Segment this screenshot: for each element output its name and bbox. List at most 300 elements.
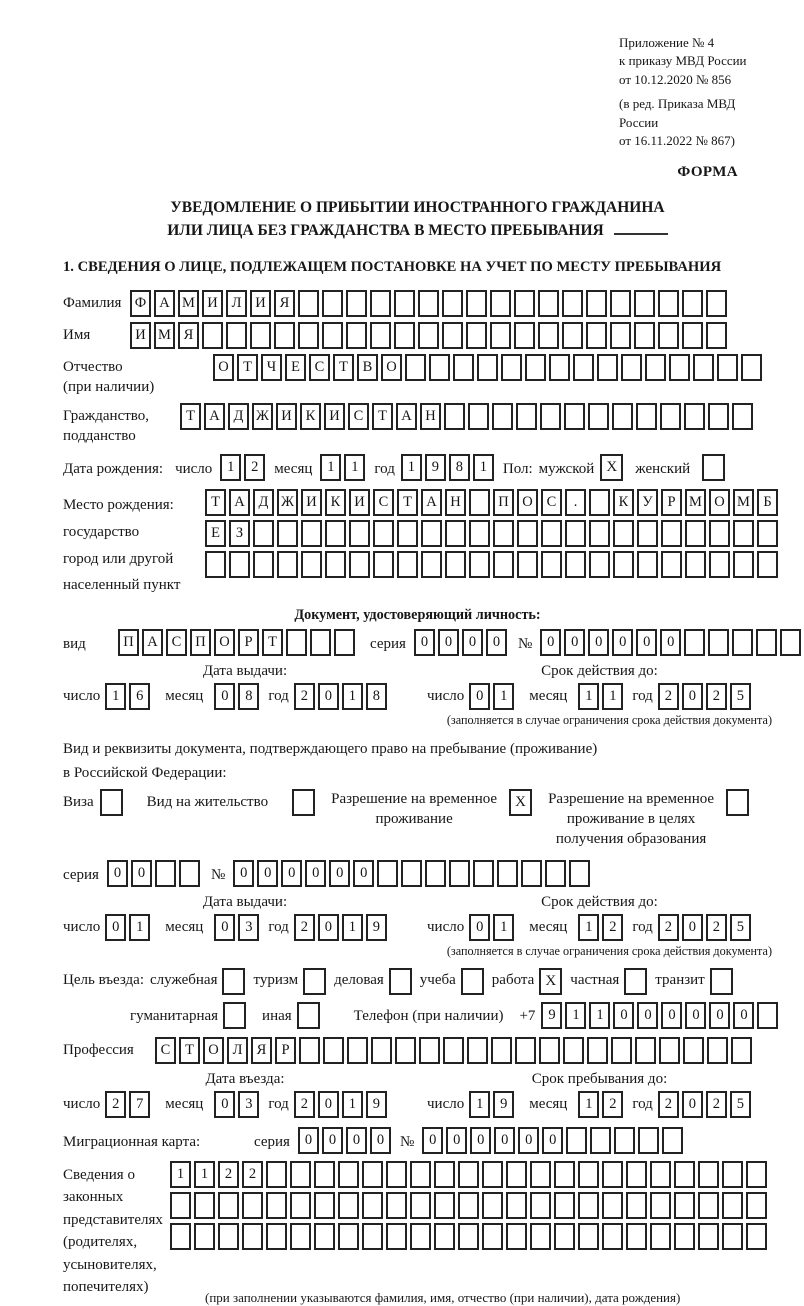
form-cell[interactable] bbox=[442, 322, 463, 349]
purpose-business-checkbox[interactable] bbox=[389, 968, 412, 995]
form-cell[interactable] bbox=[545, 860, 566, 887]
form-cell[interactable]: У bbox=[637, 489, 658, 516]
form-cell[interactable]: Р bbox=[238, 629, 259, 656]
form-cell[interactable]: Н bbox=[445, 489, 466, 516]
form-cell[interactable] bbox=[732, 403, 753, 430]
form-cell[interactable] bbox=[277, 520, 298, 547]
form-cell[interactable] bbox=[490, 322, 511, 349]
form-cell[interactable]: 3 bbox=[238, 1091, 259, 1118]
form-cell[interactable] bbox=[490, 290, 511, 317]
form-cell[interactable] bbox=[733, 551, 754, 578]
form-cell[interactable]: 2 bbox=[658, 914, 679, 941]
form-cell[interactable] bbox=[674, 1223, 695, 1250]
form-cell[interactable] bbox=[614, 1127, 635, 1154]
form-cell[interactable]: 0 bbox=[564, 629, 585, 656]
male-checkbox[interactable]: X bbox=[600, 454, 623, 481]
form-cell[interactable]: 1 bbox=[105, 683, 126, 710]
form-cell[interactable] bbox=[621, 354, 642, 381]
form-cell[interactable] bbox=[242, 1192, 263, 1219]
form-cell[interactable] bbox=[566, 1127, 587, 1154]
form-cell[interactable]: А bbox=[229, 489, 250, 516]
purpose-official-checkbox[interactable] bbox=[222, 968, 245, 995]
form-cell[interactable] bbox=[301, 520, 322, 547]
form-cell[interactable] bbox=[541, 520, 562, 547]
form-cell[interactable] bbox=[565, 551, 586, 578]
form-cell[interactable]: 0 bbox=[462, 629, 483, 656]
form-cell[interactable]: 0 bbox=[661, 1002, 682, 1029]
form-cell[interactable]: А bbox=[154, 290, 175, 317]
form-cell[interactable] bbox=[626, 1192, 647, 1219]
purpose-private-checkbox[interactable] bbox=[624, 968, 647, 995]
form-cell[interactable] bbox=[394, 322, 415, 349]
form-cell[interactable] bbox=[466, 290, 487, 317]
form-cell[interactable]: 0 bbox=[214, 683, 235, 710]
form-cell[interactable]: 9 bbox=[425, 454, 446, 481]
form-cell[interactable] bbox=[155, 860, 176, 887]
purpose-other-checkbox[interactable] bbox=[297, 1002, 320, 1029]
form-cell[interactable]: 1 bbox=[469, 1091, 490, 1118]
form-cell[interactable] bbox=[578, 1192, 599, 1219]
form-cell[interactable]: Т bbox=[372, 403, 393, 430]
form-cell[interactable]: О bbox=[213, 354, 234, 381]
form-cell[interactable] bbox=[253, 551, 274, 578]
form-cell[interactable] bbox=[733, 520, 754, 547]
form-cell[interactable] bbox=[565, 520, 586, 547]
form-cell[interactable] bbox=[290, 1161, 311, 1188]
purpose-study-checkbox[interactable] bbox=[461, 968, 484, 995]
form-cell[interactable] bbox=[370, 290, 391, 317]
form-cell[interactable] bbox=[370, 322, 391, 349]
form-cell[interactable] bbox=[698, 1161, 719, 1188]
form-cell[interactable] bbox=[314, 1161, 335, 1188]
form-cell[interactable] bbox=[482, 1223, 503, 1250]
form-cell[interactable] bbox=[493, 520, 514, 547]
form-cell[interactable] bbox=[290, 1192, 311, 1219]
form-cell[interactable] bbox=[602, 1223, 623, 1250]
form-cell[interactable] bbox=[205, 551, 226, 578]
form-cell[interactable] bbox=[756, 629, 777, 656]
form-cell[interactable] bbox=[468, 403, 489, 430]
form-cell[interactable] bbox=[717, 354, 738, 381]
form-cell[interactable]: 8 bbox=[449, 454, 470, 481]
form-cell[interactable]: 0 bbox=[540, 629, 561, 656]
form-cell[interactable] bbox=[741, 354, 762, 381]
form-cell[interactable] bbox=[506, 1223, 527, 1250]
purpose-tourism-checkbox[interactable] bbox=[303, 968, 326, 995]
form-cell[interactable] bbox=[349, 520, 370, 547]
form-cell[interactable] bbox=[274, 322, 295, 349]
form-cell[interactable] bbox=[405, 354, 426, 381]
form-cell[interactable] bbox=[732, 629, 753, 656]
form-cell[interactable]: Л bbox=[226, 290, 247, 317]
form-cell[interactable]: П bbox=[190, 629, 211, 656]
form-cell[interactable]: 1 bbox=[473, 454, 494, 481]
form-cell[interactable] bbox=[515, 1037, 536, 1064]
form-cell[interactable] bbox=[386, 1223, 407, 1250]
form-cell[interactable] bbox=[589, 489, 610, 516]
form-cell[interactable]: 2 bbox=[244, 454, 265, 481]
form-cell[interactable] bbox=[746, 1192, 767, 1219]
form-cell[interactable]: Б bbox=[757, 489, 778, 516]
form-cell[interactable] bbox=[373, 520, 394, 547]
form-cell[interactable] bbox=[449, 860, 470, 887]
form-cell[interactable] bbox=[401, 860, 422, 887]
form-cell[interactable]: И bbox=[202, 290, 223, 317]
form-cell[interactable] bbox=[626, 1223, 647, 1250]
form-cell[interactable] bbox=[521, 860, 542, 887]
temp-residence-edu-checkbox[interactable] bbox=[726, 789, 749, 816]
form-cell[interactable] bbox=[554, 1223, 575, 1250]
form-cell[interactable]: Т bbox=[397, 489, 418, 516]
form-cell[interactable] bbox=[674, 1161, 695, 1188]
form-cell[interactable]: К bbox=[325, 489, 346, 516]
form-cell[interactable] bbox=[698, 1223, 719, 1250]
form-cell[interactable] bbox=[394, 290, 415, 317]
form-cell[interactable] bbox=[682, 322, 703, 349]
form-cell[interactable] bbox=[514, 322, 535, 349]
form-cell[interactable]: И bbox=[276, 403, 297, 430]
form-cell[interactable]: 1 bbox=[220, 454, 241, 481]
form-cell[interactable] bbox=[334, 629, 355, 656]
form-cell[interactable]: 0 bbox=[733, 1002, 754, 1029]
form-cell[interactable]: 1 bbox=[578, 914, 599, 941]
form-cell[interactable] bbox=[202, 322, 223, 349]
form-cell[interactable]: 0 bbox=[682, 914, 703, 941]
form-cell[interactable] bbox=[469, 551, 490, 578]
form-cell[interactable] bbox=[516, 403, 537, 430]
form-cell[interactable] bbox=[588, 403, 609, 430]
form-cell[interactable]: 2 bbox=[105, 1091, 126, 1118]
form-cell[interactable]: Ф bbox=[130, 290, 151, 317]
form-cell[interactable]: 1 bbox=[129, 914, 150, 941]
form-cell[interactable] bbox=[573, 354, 594, 381]
form-cell[interactable]: Д bbox=[253, 489, 274, 516]
form-cell[interactable] bbox=[425, 860, 446, 887]
form-cell[interactable] bbox=[682, 290, 703, 317]
form-cell[interactable] bbox=[290, 1223, 311, 1250]
form-cell[interactable]: А bbox=[142, 629, 163, 656]
form-cell[interactable]: С bbox=[155, 1037, 176, 1064]
temp-residence-checkbox[interactable]: X bbox=[509, 789, 532, 816]
form-cell[interactable] bbox=[693, 354, 714, 381]
form-cell[interactable] bbox=[458, 1223, 479, 1250]
form-cell[interactable] bbox=[338, 1192, 359, 1219]
form-cell[interactable]: Т bbox=[262, 629, 283, 656]
form-cell[interactable] bbox=[253, 520, 274, 547]
form-cell[interactable] bbox=[266, 1223, 287, 1250]
form-cell[interactable] bbox=[277, 551, 298, 578]
form-cell[interactable]: 0 bbox=[709, 1002, 730, 1029]
form-cell[interactable]: 0 bbox=[446, 1127, 467, 1154]
form-cell[interactable]: А bbox=[204, 403, 225, 430]
form-cell[interactable] bbox=[780, 629, 801, 656]
form-cell[interactable]: 7 bbox=[129, 1091, 150, 1118]
form-cell[interactable] bbox=[443, 1037, 464, 1064]
form-cell[interactable] bbox=[373, 551, 394, 578]
form-cell[interactable]: 1 bbox=[493, 914, 514, 941]
form-cell[interactable]: 0 bbox=[233, 860, 254, 887]
form-cell[interactable] bbox=[586, 322, 607, 349]
form-cell[interactable]: 0 bbox=[486, 629, 507, 656]
form-cell[interactable] bbox=[419, 1037, 440, 1064]
form-cell[interactable] bbox=[709, 551, 730, 578]
form-cell[interactable] bbox=[194, 1192, 215, 1219]
form-cell[interactable] bbox=[685, 520, 706, 547]
form-cell[interactable] bbox=[298, 290, 319, 317]
form-cell[interactable] bbox=[706, 322, 727, 349]
form-cell[interactable] bbox=[602, 1192, 623, 1219]
form-cell[interactable]: Ч bbox=[261, 354, 282, 381]
form-cell[interactable]: 5 bbox=[730, 1091, 751, 1118]
form-cell[interactable] bbox=[467, 1037, 488, 1064]
form-cell[interactable]: П bbox=[493, 489, 514, 516]
form-cell[interactable] bbox=[731, 1037, 752, 1064]
form-cell[interactable]: 2 bbox=[706, 1091, 727, 1118]
form-cell[interactable] bbox=[708, 403, 729, 430]
form-cell[interactable] bbox=[538, 322, 559, 349]
form-cell[interactable]: 2 bbox=[294, 914, 315, 941]
form-cell[interactable] bbox=[661, 520, 682, 547]
form-cell[interactable]: . bbox=[565, 489, 586, 516]
form-cell[interactable]: 9 bbox=[366, 1091, 387, 1118]
form-cell[interactable]: 0 bbox=[322, 1127, 343, 1154]
form-cell[interactable]: М bbox=[154, 322, 175, 349]
form-cell[interactable] bbox=[325, 551, 346, 578]
form-cell[interactable] bbox=[325, 520, 346, 547]
form-cell[interactable]: С bbox=[309, 354, 330, 381]
form-cell[interactable] bbox=[338, 1161, 359, 1188]
form-cell[interactable] bbox=[660, 403, 681, 430]
form-cell[interactable] bbox=[377, 860, 398, 887]
form-cell[interactable]: С bbox=[541, 489, 562, 516]
form-cell[interactable]: 1 bbox=[342, 683, 363, 710]
form-cell[interactable]: Т bbox=[237, 354, 258, 381]
form-cell[interactable] bbox=[371, 1037, 392, 1064]
form-cell[interactable] bbox=[563, 1037, 584, 1064]
form-cell[interactable]: 1 bbox=[194, 1161, 215, 1188]
form-cell[interactable]: 9 bbox=[541, 1002, 562, 1029]
form-cell[interactable] bbox=[514, 290, 535, 317]
form-cell[interactable] bbox=[590, 1127, 611, 1154]
form-cell[interactable] bbox=[569, 860, 590, 887]
form-cell[interactable]: Д bbox=[228, 403, 249, 430]
form-cell[interactable] bbox=[650, 1223, 671, 1250]
form-cell[interactable]: О bbox=[203, 1037, 224, 1064]
form-cell[interactable] bbox=[322, 290, 343, 317]
form-cell[interactable]: А bbox=[396, 403, 417, 430]
female-checkbox[interactable] bbox=[702, 454, 725, 481]
form-cell[interactable]: С bbox=[373, 489, 394, 516]
form-cell[interactable]: 1 bbox=[342, 914, 363, 941]
form-cell[interactable] bbox=[458, 1161, 479, 1188]
form-cell[interactable]: 0 bbox=[318, 1091, 339, 1118]
form-cell[interactable] bbox=[757, 520, 778, 547]
form-cell[interactable]: 1 bbox=[578, 1091, 599, 1118]
form-cell[interactable]: 0 bbox=[637, 1002, 658, 1029]
form-cell[interactable] bbox=[634, 322, 655, 349]
form-cell[interactable]: 2 bbox=[602, 1091, 623, 1118]
form-cell[interactable] bbox=[506, 1192, 527, 1219]
form-cell[interactable] bbox=[170, 1223, 191, 1250]
form-cell[interactable] bbox=[482, 1161, 503, 1188]
form-cell[interactable] bbox=[386, 1192, 407, 1219]
form-cell[interactable] bbox=[346, 322, 367, 349]
form-cell[interactable]: П bbox=[118, 629, 139, 656]
form-cell[interactable] bbox=[669, 354, 690, 381]
form-cell[interactable] bbox=[611, 1037, 632, 1064]
form-cell[interactable] bbox=[421, 520, 442, 547]
form-cell[interactable] bbox=[589, 551, 610, 578]
form-cell[interactable]: 0 bbox=[613, 1002, 634, 1029]
form-cell[interactable]: 0 bbox=[370, 1127, 391, 1154]
residence-permit-checkbox[interactable] bbox=[292, 789, 315, 816]
form-cell[interactable] bbox=[501, 354, 522, 381]
form-cell[interactable] bbox=[346, 290, 367, 317]
form-cell[interactable] bbox=[578, 1223, 599, 1250]
form-cell[interactable]: К bbox=[613, 489, 634, 516]
form-cell[interactable] bbox=[301, 551, 322, 578]
form-cell[interactable]: 0 bbox=[588, 629, 609, 656]
form-cell[interactable]: 0 bbox=[305, 860, 326, 887]
form-cell[interactable] bbox=[429, 354, 450, 381]
form-cell[interactable]: Н bbox=[420, 403, 441, 430]
form-cell[interactable]: К bbox=[300, 403, 321, 430]
form-cell[interactable] bbox=[349, 551, 370, 578]
form-cell[interactable]: 0 bbox=[346, 1127, 367, 1154]
form-cell[interactable] bbox=[194, 1223, 215, 1250]
form-cell[interactable] bbox=[506, 1161, 527, 1188]
form-cell[interactable]: Т bbox=[179, 1037, 200, 1064]
form-cell[interactable]: 0 bbox=[422, 1127, 443, 1154]
form-cell[interactable]: Е bbox=[285, 354, 306, 381]
form-cell[interactable] bbox=[323, 1037, 344, 1064]
form-cell[interactable] bbox=[578, 1161, 599, 1188]
form-cell[interactable]: 0 bbox=[131, 860, 152, 887]
purpose-humanitarian-checkbox[interactable] bbox=[223, 1002, 246, 1029]
form-cell[interactable] bbox=[410, 1223, 431, 1250]
form-cell[interactable] bbox=[539, 1037, 560, 1064]
form-cell[interactable] bbox=[442, 290, 463, 317]
form-cell[interactable]: 0 bbox=[105, 914, 126, 941]
form-cell[interactable] bbox=[626, 1161, 647, 1188]
form-cell[interactable] bbox=[722, 1223, 743, 1250]
form-cell[interactable]: 0 bbox=[318, 683, 339, 710]
form-cell[interactable]: М bbox=[685, 489, 706, 516]
form-cell[interactable]: И bbox=[250, 290, 271, 317]
form-cell[interactable] bbox=[418, 322, 439, 349]
form-cell[interactable] bbox=[469, 489, 490, 516]
form-cell[interactable] bbox=[410, 1161, 431, 1188]
form-cell[interactable]: В bbox=[357, 354, 378, 381]
form-cell[interactable] bbox=[179, 860, 200, 887]
form-cell[interactable]: 2 bbox=[294, 683, 315, 710]
form-cell[interactable] bbox=[684, 629, 705, 656]
form-cell[interactable]: 0 bbox=[682, 683, 703, 710]
form-cell[interactable]: 1 bbox=[170, 1161, 191, 1188]
form-cell[interactable] bbox=[347, 1037, 368, 1064]
form-cell[interactable]: 5 bbox=[730, 914, 751, 941]
form-cell[interactable] bbox=[530, 1192, 551, 1219]
form-cell[interactable] bbox=[458, 1192, 479, 1219]
form-cell[interactable]: 9 bbox=[366, 914, 387, 941]
form-cell[interactable]: 2 bbox=[706, 683, 727, 710]
form-cell[interactable] bbox=[634, 290, 655, 317]
form-cell[interactable] bbox=[707, 1037, 728, 1064]
form-cell[interactable]: 0 bbox=[318, 914, 339, 941]
form-cell[interactable] bbox=[410, 1192, 431, 1219]
form-cell[interactable] bbox=[613, 520, 634, 547]
form-cell[interactable]: 0 bbox=[107, 860, 128, 887]
form-cell[interactable]: 0 bbox=[281, 860, 302, 887]
form-cell[interactable]: 1 bbox=[493, 683, 514, 710]
form-cell[interactable]: С bbox=[166, 629, 187, 656]
form-cell[interactable]: 2 bbox=[602, 914, 623, 941]
form-cell[interactable] bbox=[250, 322, 271, 349]
form-cell[interactable] bbox=[540, 403, 561, 430]
form-cell[interactable] bbox=[554, 1161, 575, 1188]
form-cell[interactable]: О bbox=[517, 489, 538, 516]
form-cell[interactable]: 2 bbox=[658, 1091, 679, 1118]
form-cell[interactable] bbox=[491, 1037, 512, 1064]
form-cell[interactable] bbox=[685, 551, 706, 578]
form-cell[interactable]: Т bbox=[333, 354, 354, 381]
form-cell[interactable] bbox=[610, 322, 631, 349]
form-cell[interactable] bbox=[530, 1161, 551, 1188]
form-cell[interactable] bbox=[661, 551, 682, 578]
form-cell[interactable] bbox=[226, 322, 247, 349]
form-cell[interactable] bbox=[674, 1192, 695, 1219]
form-cell[interactable] bbox=[314, 1192, 335, 1219]
form-cell[interactable]: И bbox=[349, 489, 370, 516]
form-cell[interactable] bbox=[170, 1192, 191, 1219]
form-cell[interactable] bbox=[418, 290, 439, 317]
form-cell[interactable] bbox=[469, 520, 490, 547]
form-cell[interactable]: 0 bbox=[469, 914, 490, 941]
form-cell[interactable]: Л bbox=[227, 1037, 248, 1064]
form-cell[interactable]: 5 bbox=[730, 683, 751, 710]
form-cell[interactable] bbox=[708, 629, 729, 656]
form-cell[interactable]: 0 bbox=[494, 1127, 515, 1154]
form-cell[interactable] bbox=[549, 354, 570, 381]
form-cell[interactable] bbox=[362, 1192, 383, 1219]
form-cell[interactable]: Ж bbox=[252, 403, 273, 430]
form-cell[interactable] bbox=[662, 1127, 683, 1154]
form-cell[interactable] bbox=[421, 551, 442, 578]
form-cell[interactable] bbox=[218, 1192, 239, 1219]
form-cell[interactable] bbox=[746, 1161, 767, 1188]
form-cell[interactable] bbox=[298, 322, 319, 349]
form-cell[interactable]: 2 bbox=[294, 1091, 315, 1118]
form-cell[interactable] bbox=[517, 520, 538, 547]
purpose-work-checkbox[interactable]: X bbox=[539, 968, 562, 995]
form-cell[interactable]: 1 bbox=[320, 454, 341, 481]
form-cell[interactable] bbox=[637, 520, 658, 547]
form-cell[interactable] bbox=[362, 1223, 383, 1250]
form-cell[interactable]: О bbox=[214, 629, 235, 656]
form-cell[interactable]: 0 bbox=[298, 1127, 319, 1154]
form-cell[interactable] bbox=[650, 1192, 671, 1219]
form-cell[interactable]: 3 bbox=[238, 914, 259, 941]
form-cell[interactable] bbox=[612, 403, 633, 430]
form-cell[interactable]: 2 bbox=[242, 1161, 263, 1188]
form-cell[interactable]: 0 bbox=[329, 860, 350, 887]
form-cell[interactable] bbox=[218, 1223, 239, 1250]
form-cell[interactable] bbox=[322, 322, 343, 349]
form-cell[interactable]: 1 bbox=[602, 683, 623, 710]
form-cell[interactable] bbox=[562, 322, 583, 349]
form-cell[interactable]: 0 bbox=[469, 683, 490, 710]
form-cell[interactable]: И bbox=[301, 489, 322, 516]
